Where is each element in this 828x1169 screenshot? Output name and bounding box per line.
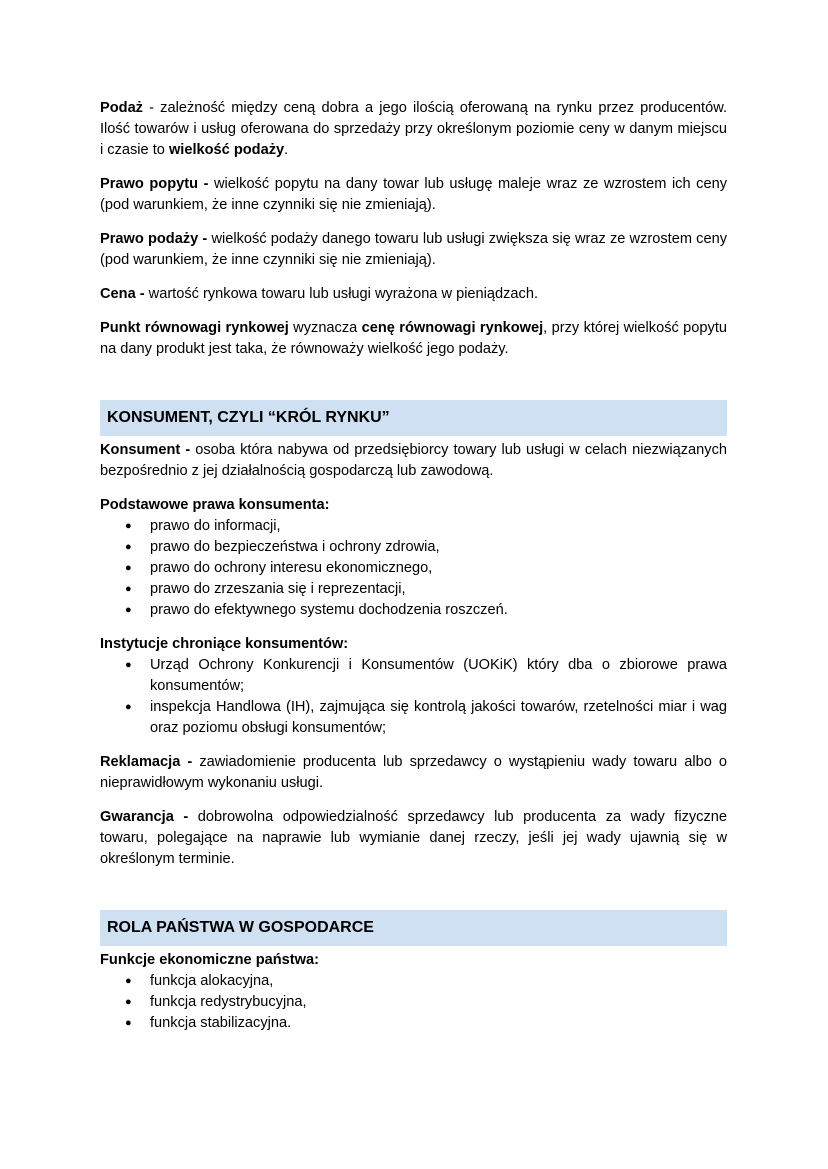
term: Konsument - — [100, 442, 191, 458]
functions-title: Funkcje ekonomiczne państwa: — [100, 952, 319, 968]
bullet-icon: ● — [125, 541, 132, 553]
institutions-title: Instytucje chroniące konsumentów: — [100, 636, 349, 652]
term: Reklamacja - — [100, 754, 193, 770]
rights-list — [100, 516, 727, 621]
term: Prawo podaży - — [100, 231, 208, 247]
definition-supply: Podaż - zależność między ceną dobra a jego ilością oferowaną na rynku przez producentów. Ilość towarów i usług oferowana do sprzedaży przy określonym poziomie ceny w danym miejscu i czasie to wielkość podaży. — [100, 100, 727, 158]
list-item: ● prawo do ochrony interesu ekonomicznego, — [100, 558, 727, 579]
list-item: ● prawo do zrzeszania się i reprezentacji, — [100, 579, 727, 600]
list-item: ● funkcja stabilizacyjna. — [100, 1013, 727, 1034]
bullet-icon: ● — [125, 1017, 132, 1029]
definition-equilibrium: Punkt równowagi rynkowej wyznacza cenę równowagi rynkowej, przy której wielkość popytu na dany produkt jest taka, że równoważy wielkość jego podaży. — [100, 320, 727, 357]
list-item: ● inspekcja Handlowa (IH), zajmująca się kontrolą jakości towarów, rzetelności miar i wag oraz poziomu obsługi konsumentów; — [125, 699, 727, 736]
bullet-icon: ● — [125, 996, 132, 1008]
definition-law-of-demand: Prawo popytu - wielkość popytu na dany towar lub usługę maleje wraz ze wzrostem ich ceny (pod warunkiem, że inne czynniki się nie zmieniają). — [100, 176, 727, 213]
list-item: ● funkcja redystrybucyjna, — [100, 992, 727, 1013]
functions-list — [100, 971, 727, 1034]
list-item: ● Urząd Ochrony Konkurencji i Konsumentów (UOKiK) który dba o zbiorowe prawa konsumentów; — [125, 657, 727, 694]
list-item: ● prawo do informacji, — [100, 516, 727, 537]
bullet-icon: ● — [125, 562, 132, 574]
bullet-icon: ● — [125, 583, 132, 595]
document-page — [100, 98, 727, 1047]
definition-warranty: Gwarancja - dobrowolna odpowiedzialność sprzedawcy lub producenta za wady fizyczne towaru, polegające na naprawie lub wymianie danej rzeczy, jeśli jej wady ujawnią się w określonym terminie. — [100, 809, 727, 867]
term: Gwarancja - — [100, 809, 189, 825]
bullet-icon: ● — [125, 604, 132, 616]
list-item: ● prawo do bezpieczeństwa i ochrony zdrowia, — [100, 537, 727, 558]
list-item: ● funkcja alokacyjna, — [100, 971, 727, 992]
definition-price: Cena - wartość rynkowa towaru lub usługi wyrażona w pieniądzach. — [100, 286, 539, 302]
definition-complaint: Reklamacja - zawiadomienie producenta lub sprzedawcy o wystąpieniu wady towaru albo o nieprawidłowym wykonaniu usługi. — [100, 754, 727, 791]
list-item: ● prawo do efektywnego systemu dochodzenia roszczeń. — [100, 600, 727, 621]
definition-law-of-supply: Prawo podaży - wielkość podaży danego towaru lub usługi zwiększa się wraz ze wzrostem ceny (pod warunkiem, że inne czynniki się nie zmieniają). — [100, 231, 727, 268]
bullet-icon: ● — [125, 975, 132, 987]
bullet-icon: ● — [125, 659, 132, 671]
definition-consumer: Konsument - osoba która nabywa od przedsiębiorcy towary lub usługi w celach niezwiązanych bezpośrednio z jej działalnością gospodarczą lub zawodową. — [100, 442, 727, 479]
term: Punkt równowagi rynkowej — [100, 320, 289, 336]
bullet-icon: ● — [125, 520, 132, 532]
bullet-icon: ● — [125, 701, 132, 713]
institutions-list — [100, 655, 727, 739]
rights-title: Podstawowe prawa konsumenta: — [100, 497, 330, 513]
section-heading-consumer: KONSUMENT, CZYLI “KRÓL RYNKU” — [100, 400, 727, 436]
section-heading-state: ROLA PAŃSTWA W GOSPODARCE — [100, 910, 727, 946]
term: Prawo popytu - — [100, 176, 209, 192]
term: Cena - — [100, 286, 145, 302]
term: Podaż — [100, 100, 143, 116]
